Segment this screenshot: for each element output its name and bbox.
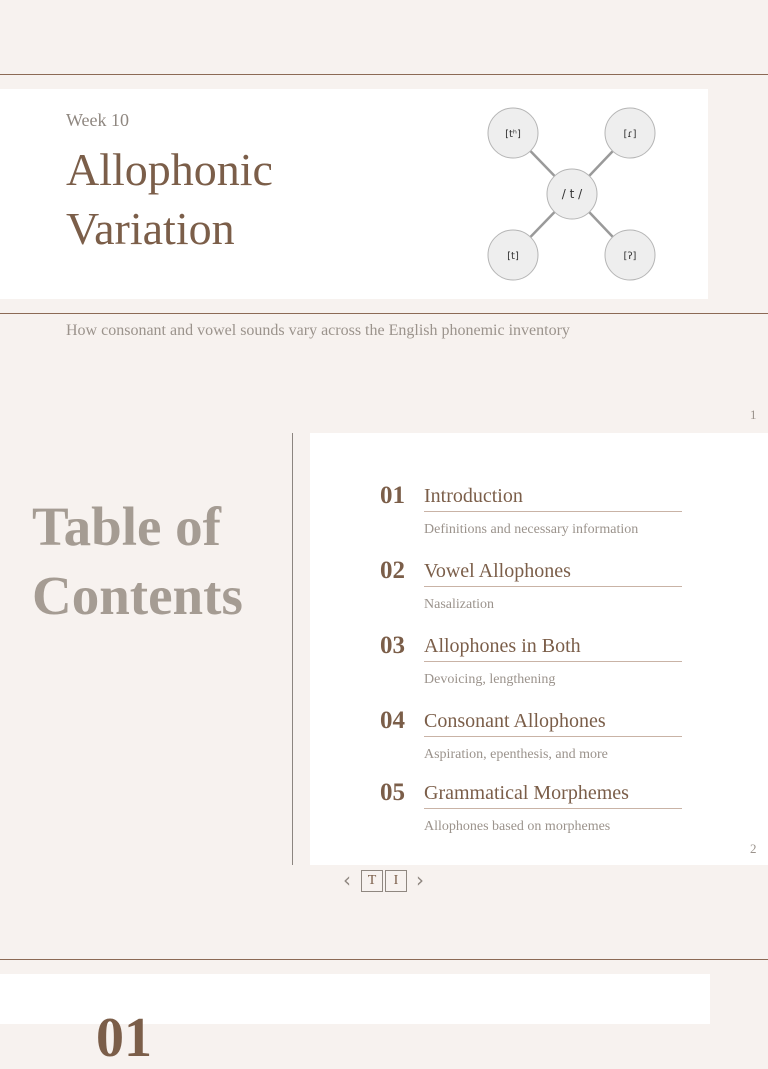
toc-heading-line1: Table of	[32, 496, 221, 557]
toc-heading	[32, 492, 243, 630]
toc-item-underline	[424, 511, 682, 512]
toc-item-description: Nasalization	[424, 597, 494, 612]
slide-top-rule	[0, 959, 768, 960]
diagram-label-bottom-left: [t]	[507, 251, 519, 262]
nav-button-t[interactable]: T	[361, 870, 383, 892]
toc-item-label: Consonant Allophones	[424, 710, 606, 732]
slide-subtitle: How consonant and vowel sounds vary across the English phonemic inventory	[66, 322, 570, 339]
toc-item-label: Grammatical Morphemes	[424, 782, 629, 804]
chevron-right-icon[interactable]: ›	[416, 868, 424, 892]
toc-heading-line2: Contents	[32, 565, 243, 626]
diagram-label-top-left: [tʰ]	[505, 129, 521, 140]
page-number: 2	[750, 841, 757, 856]
diagram-label-bottom-right: [ʔ]	[623, 251, 637, 262]
toc-item-label: Introduction	[424, 485, 523, 507]
toc-item-description: Devoicing, lengthening	[424, 672, 556, 687]
diagram-label-center: / t /	[561, 187, 583, 201]
week-label: Week 10	[66, 110, 130, 130]
toc-item-underline	[424, 808, 682, 809]
toc-item-number: 01	[380, 482, 405, 509]
chevron-left-icon[interactable]: ‹	[343, 868, 351, 892]
page-number: 1	[750, 407, 757, 422]
toc-divider	[292, 433, 293, 865]
slide-top-rule	[0, 74, 768, 75]
toc-item-number: 05	[380, 779, 405, 806]
toc-item-description: Allophones based on morphemes	[424, 819, 611, 834]
slide-title-line2: Variation	[66, 203, 235, 254]
slide-title	[66, 140, 273, 258]
diagram-label-top-right: [ɾ]	[623, 129, 637, 140]
toc-item-number: 02	[380, 557, 405, 584]
toc-item-label: Allophones in Both	[424, 635, 581, 657]
nav-button-i[interactable]: I	[385, 870, 407, 892]
next-slide-number: 01	[96, 1007, 152, 1069]
slide-bottom-rule	[0, 313, 768, 314]
slide-title-line1: Allophonic	[66, 144, 273, 195]
toc-item-label: Vowel Allophones	[424, 560, 571, 582]
toc-item-description: Definitions and necessary information	[424, 522, 639, 537]
toc-item-underline	[424, 661, 682, 662]
toc-item-underline	[424, 586, 682, 587]
toc-item-underline	[424, 736, 682, 737]
allophone-diagram	[480, 100, 670, 290]
toc-item-number: 04	[380, 707, 405, 734]
toc-item-description: Aspiration, epenthesis, and more	[424, 747, 608, 762]
toc-item-number: 03	[380, 632, 405, 659]
